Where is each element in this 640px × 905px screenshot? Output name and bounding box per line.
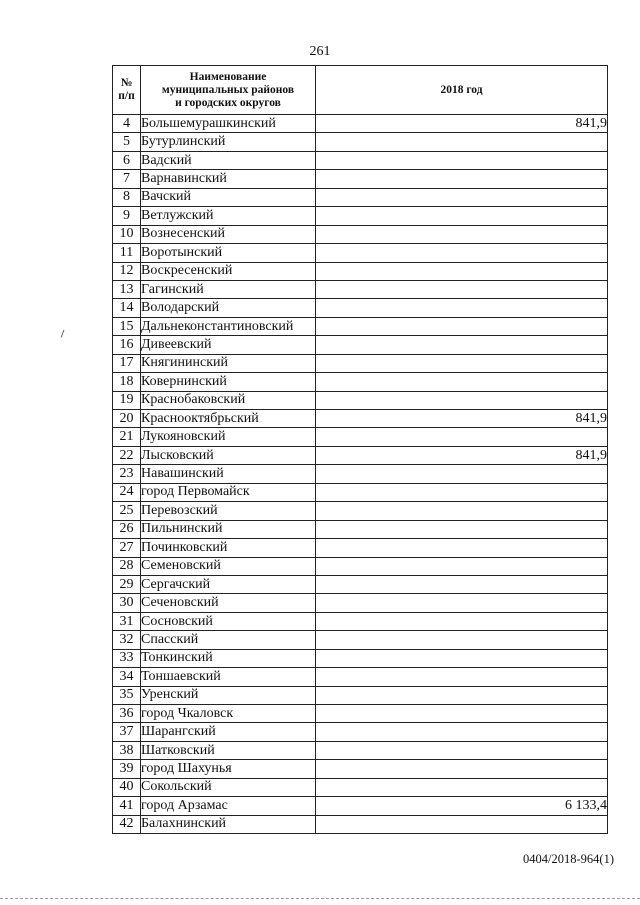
value-2018-cell [316,299,608,317]
municipality-name-cell: город Арзамас [141,797,316,815]
header-municipality-name [141,66,316,115]
value-2018-cell [316,520,608,538]
table-body [113,115,608,834]
municipal-allocation-table [112,65,608,834]
table-row [113,502,608,520]
table-row [113,262,608,280]
municipality-name-cell: Навашинский [141,465,316,483]
value-2018-cell [316,373,608,391]
value-2018-cell [316,188,608,206]
table-row [113,280,608,298]
value-2018-cell [316,133,608,151]
value-2018-cell [316,170,608,188]
table-row [113,594,608,612]
bottom-scan-edge [0,898,640,899]
row-number-cell: 6 [113,151,141,169]
row-number-cell: 30 [113,594,141,612]
value-2018-cell [316,741,608,759]
municipality-name-cell: город Чкаловск [141,705,316,723]
municipality-name-cell: Воротынский [141,244,316,262]
value-2018-cell [316,225,608,243]
municipality-name-cell: Краснооктябрьский [141,410,316,428]
municipality-name-cell: Гагинский [141,280,316,298]
value-2018-cell [316,612,608,630]
row-number-cell: 42 [113,815,141,833]
value-2018-cell [316,686,608,704]
value-2018-cell [316,502,608,520]
municipality-name-cell: Княгининский [141,354,316,372]
table-row [113,649,608,667]
row-number-cell: 27 [113,539,141,557]
municipality-name-cell: Уренский [141,686,316,704]
row-number-cell: 39 [113,760,141,778]
municipality-name-cell: Большемурашкинский [141,115,316,133]
value-2018-cell: 841,9 [316,446,608,464]
row-number-cell: 15 [113,317,141,335]
row-number-cell: 17 [113,354,141,372]
municipality-name-cell: Сосновский [141,612,316,630]
row-number-cell: 23 [113,465,141,483]
value-2018-cell [316,483,608,501]
header-year-2018 [316,66,608,115]
municipality-name-cell: Сеченовский [141,594,316,612]
table-row [113,741,608,759]
table-row [113,373,608,391]
table-row [113,778,608,796]
municipality-name-cell: Володарский [141,299,316,317]
municipality-name-cell: Дивеевский [141,336,316,354]
table-row [113,115,608,133]
value-2018-cell [316,539,608,557]
table-row [113,631,608,649]
row-number-cell: 29 [113,575,141,593]
header-num-text: № п/п [118,77,135,102]
value-2018-cell [316,317,608,335]
value-2018-cell [316,705,608,723]
value-2018-cell [316,354,608,372]
table-row [113,815,608,833]
value-2018-cell [316,723,608,741]
municipality-name-cell: Бутурлинский [141,133,316,151]
row-number-cell: 18 [113,373,141,391]
municipality-name-cell: Починковский [141,539,316,557]
municipality-name-cell: Вачский [141,188,316,206]
row-number-cell: 14 [113,299,141,317]
table-row [113,391,608,409]
table-row [113,336,608,354]
header-name-text: Наименование муниципальных районов и городских округов [161,70,295,109]
value-2018-cell [316,391,608,409]
table-row [113,557,608,575]
table-row [113,151,608,169]
municipality-name-cell: Шатковский [141,741,316,759]
municipality-name-cell: Дальнеконстантиновский [141,317,316,335]
table-row [113,760,608,778]
row-number-cell: 38 [113,741,141,759]
table-row [113,668,608,686]
municipality-name-cell: Балахнинский [141,815,316,833]
table-row [113,354,608,372]
header-row-number [113,66,141,115]
value-2018-cell [316,760,608,778]
value-2018-cell [316,815,608,833]
value-2018-cell [316,575,608,593]
table-row [113,170,608,188]
value-2018-cell [316,428,608,446]
row-number-cell: 8 [113,188,141,206]
table-row [113,539,608,557]
table-row [113,410,608,428]
table-row [113,483,608,501]
row-number-cell: 34 [113,668,141,686]
row-number-cell: 33 [113,649,141,667]
municipality-name-cell: Сокольский [141,778,316,796]
municipality-name-cell: Сергачский [141,575,316,593]
value-2018-cell: 6 133,4 [316,797,608,815]
table-row [113,520,608,538]
municipality-name-cell: Перевозский [141,502,316,520]
table-row [113,188,608,206]
table-row [113,575,608,593]
row-number-cell: 22 [113,446,141,464]
row-number-cell: 26 [113,520,141,538]
value-2018-cell [316,262,608,280]
row-number-cell: 41 [113,797,141,815]
value-2018-cell [316,280,608,298]
row-number-cell: 5 [113,133,141,151]
municipality-name-cell: город Первомайск [141,483,316,501]
table-row [113,797,608,815]
table-row [113,465,608,483]
municipality-name-cell: Ковернинский [141,373,316,391]
municipality-name-cell: Спасский [141,631,316,649]
row-number-cell: 21 [113,428,141,446]
row-number-cell: 12 [113,262,141,280]
row-number-cell: 4 [113,115,141,133]
municipality-name-cell: Вадский [141,151,316,169]
document-code: 0404/2018-964(1) [523,852,614,866]
municipality-name-cell: Воскресенский [141,262,316,280]
municipality-name-cell: Лукояновский [141,428,316,446]
municipality-name-cell: Вознесенский [141,225,316,243]
table-row [113,446,608,464]
value-2018-cell [316,207,608,225]
municipality-name-cell: Тоншаевский [141,668,316,686]
row-number-cell: 35 [113,686,141,704]
row-number-cell: 20 [113,410,141,428]
municipality-name-cell: Лысковский [141,446,316,464]
row-number-cell: 9 [113,207,141,225]
table-row [113,244,608,262]
municipality-name-cell: Краснобаковский [141,391,316,409]
table-row [113,299,608,317]
row-number-cell: 24 [113,483,141,501]
row-number-cell: 32 [113,631,141,649]
table-row [113,317,608,335]
municipality-name-cell: Тонкинский [141,649,316,667]
value-2018-cell [316,557,608,575]
value-2018-cell [316,594,608,612]
municipality-name-cell: город Шахунья [141,760,316,778]
municipality-name-cell: Шарангский [141,723,316,741]
table-row [113,225,608,243]
row-number-cell: 31 [113,612,141,630]
value-2018-cell [316,778,608,796]
value-2018-cell [316,465,608,483]
row-number-cell: 19 [113,391,141,409]
value-2018-cell [316,244,608,262]
municipality-name-cell: Семеновский [141,557,316,575]
table-header-row [113,66,608,115]
row-number-cell: 13 [113,280,141,298]
value-2018-cell [316,151,608,169]
municipality-name-cell: Пильнинский [141,520,316,538]
row-number-cell: 25 [113,502,141,520]
header-value-text: 2018 год [440,83,483,96]
table-row [113,705,608,723]
row-number-cell: 40 [113,778,141,796]
row-number-cell: 36 [113,705,141,723]
table-row [113,207,608,225]
value-2018-cell: 841,9 [316,410,608,428]
value-2018-cell [316,631,608,649]
table-row [113,428,608,446]
row-number-cell: 11 [113,244,141,262]
value-2018-cell: 841,9 [316,115,608,133]
table-row [113,133,608,151]
table-row [113,723,608,741]
table-row [113,612,608,630]
municipality-name-cell: Ветлужский [141,207,316,225]
municipality-name-cell: Варнавинский [141,170,316,188]
page-number: 261 [309,44,331,59]
row-number-cell: 37 [113,723,141,741]
row-number-cell: 10 [113,225,141,243]
value-2018-cell [316,649,608,667]
value-2018-cell [316,668,608,686]
stray-pen-mark [61,330,67,339]
row-number-cell: 28 [113,557,141,575]
value-2018-cell [316,336,608,354]
row-number-cell: 7 [113,170,141,188]
row-number-cell: 16 [113,336,141,354]
table-row [113,686,608,704]
